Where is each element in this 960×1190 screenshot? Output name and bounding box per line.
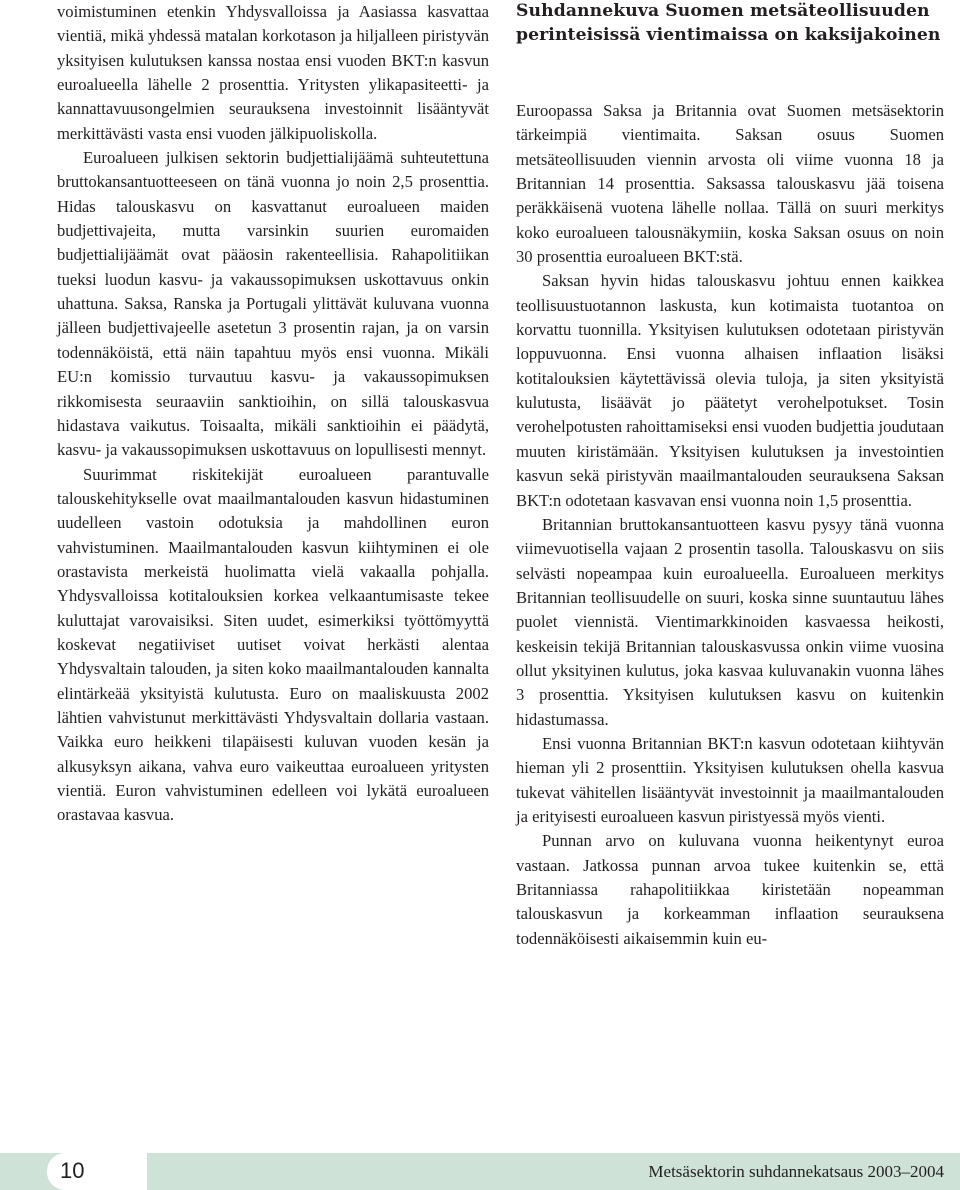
paragraph-left-2: Euroalueen julkisen sektorin budjettialijäämä suhteutettuna bruttokansantuotteeseen on tänä vuonna jo noin 2,5 prosenttia. Hidas talouskasvu on kasvattanut euroalueen maiden budjettivajeita, mutta varsinkin suurien euromaiden budjettialijäämät ovat pääosin rakenteellisia. Rahapolitiikan tueksi luodun kasvu- ja vakaussopimuksen uskottavuus onkin uhattuna. Saksa, Ranska ja Portugali ylittävät kuluvana vuonna jälleen budjettivajeelle asetetun 3 prosentin rajan, ja on varsin todennäköistä, että näin tapahtuu myös ensi vuonna. Mikäli EU:n komissio turvautuu kasvu- ja vakaussopimuksen rikkomisesta seuraaviin sanktioihin, on sillä talouskasvua hidastava vaikutus. Toisaalta, mikäli sanktioihin ei päädytä, kasvu- ja vakaussopimuksen uskottavuus on lopullisesti mennyt. — [57, 148, 489, 460]
right-column — [516, 99, 944, 951]
section-heading: Suhdannekuva Suomen metsäteollisuuden perinteisissä vientimaissa on kaksijakoinen — [516, 1, 941, 45]
paragraph-right-3: Britannian bruttokansantuotteen kasvu pysyy tänä vuonna viimevuotisella vajaan 2 prosentin tasolla. Talouskasvu on siis selvästi nopeampaa kuin euroalueella. Euroalueen merkitys Britannian teollisuudelle on suuri, koska sinne suuntautuu lähes puolet viennistä. Vientimarkkinoiden kasvaessa heikosti, keskeisin tekijä Britannian talouskasvussa onkin viime vuosina ollut yksityinen kulutus, joka kasvaa kuluvanakin vuonna lähes 3 prosenttia. Yksityisen kulutuksen kasvu on kuitenkin hidastumassa. — [516, 514, 944, 729]
paragraph-right-2: Saksan hyvin hidas talouskasvu johtuu ennen kaikkea teollisuustuotannon laskusta, kun kotimaista tuotantoa on korvattu tuonnilla. Yksityisen kulutuksen odotetaan piristyvän loppuvuonna. Ensi vuonna alhaisen inflaation lisäksi kotitalouksien käytettävissä olevia tuloja, ja siten yksityistä kulutusta, lisäävät jo päätetyt verohelpotukset. Tosin verohelpotusten rahoittamiseksi ensi vuoden budjettia joudutaan muuten kiristämään. Yksityisen kulutuksen ja investointien kasvun sekä piristyvän maailmantalouden seurauksena Saksan BKT:n odotetaan kasvavan ensi vuonna noin 1,5 prosenttia. — [516, 271, 944, 510]
left-column — [57, 0, 489, 828]
paragraph-left-3: Suurimmat riskitekijät euroalueen parantuvalle talouskehitykselle ovat maailmantalouden kasvun hidastuminen uudelleen vastoin odotuksia ja mahdollinen euron vahvistuminen. Maailmantalouden kasvun kiihtyminen ei ole orastavista merkeistä huolimatta vielä vakaalla pohjalla. Yhdysvalloissa kotitalouksien korkea velkaantumisaste tekee kuluttajat varovaisiksi. Siten uudet, esimerkiksi työttömyyttä koskevat negatiiviset uutiset voivat herkästi alentaa Yhdysvaltain talouden, ja siten koko maailmantalouden kannalta elintärkeää yksityistä kulutusta. Euro on maaliskuusta 2002 lähtien vahvistunut merkittävästi Yhdysvaltain dollaria vastaan. Vaikka euro heikkeni tilapäisesti kuluvan vuoden kesän ja alkusyksyn aikana, vahva euro vaikeuttaa euroalueen yritysten vientiä. Euron vahvistuminen edelleen voi lykätä euroalueen orastavaa kasvua. — [57, 464, 489, 825]
publication-title: Metsäsektorin suhdannekatsaus 2003–2004 — [648, 1162, 944, 1181]
paragraph-left-1: voimistuminen etenkin Yhdysvalloissa ja Aasiassa kasvattaa vientiä, mikä yhdessä matalan korkotason ja hiljalleen piristyvän yksityisen kulutuksen kanssa nostaa ensi vuoden BKT:n kasvun euroalueella lähelle 2 prosenttia. Yritysten ylikapasiteetti- ja kannattavuusongelmien seurauksena investoinnit lisääntyvät merkittävästi vasta ensi vuoden jälkipuoliskolla. — [57, 2, 489, 143]
paragraph-right-4: Ensi vuonna Britannian BKT:n kasvun odotetaan kiihtyvän hieman yli 2 prosenttiin. Yksityisen kulutuksen ohella kasvua tukevat vähitellen lisääntyvät investoinnit ja maailmantalouden ja erityisesti euroalueen kasvun piristyessä myös vienti. — [516, 733, 944, 826]
paragraph-right-5: Punnan arvo on kuluvana vuonna heikentynyt euroa vastaan. Jatkossa punnan arvoa tukee kuitenkin se, että Britanniassa rahapolitiikkaa kiristetään nopeamman talouskasvun ja korkeamman inflaation seurauksena todennäköisesti aikaisemmin kuin eu- — [516, 831, 944, 948]
page-number: 10 — [60, 1158, 85, 1183]
paragraph-right-1: Euroopassa Saksa ja Britannia ovat Suomen metsäsektorin tärkeimpiä vientimaita. Saksan osuus Suomen metsäteollisuuden viennin arvosta oli viime vuonna 18 ja Britannian 14 prosenttia. Saksassa talouskasvu jää toisena peräkkäisenä vuotena lähelle nollaa. Tällä on suuri merkitys koko euroalueen talousnäkymiin, koska Saksan osuus on noin 30 prosenttia euroalueen BKT:stä. — [516, 101, 944, 267]
